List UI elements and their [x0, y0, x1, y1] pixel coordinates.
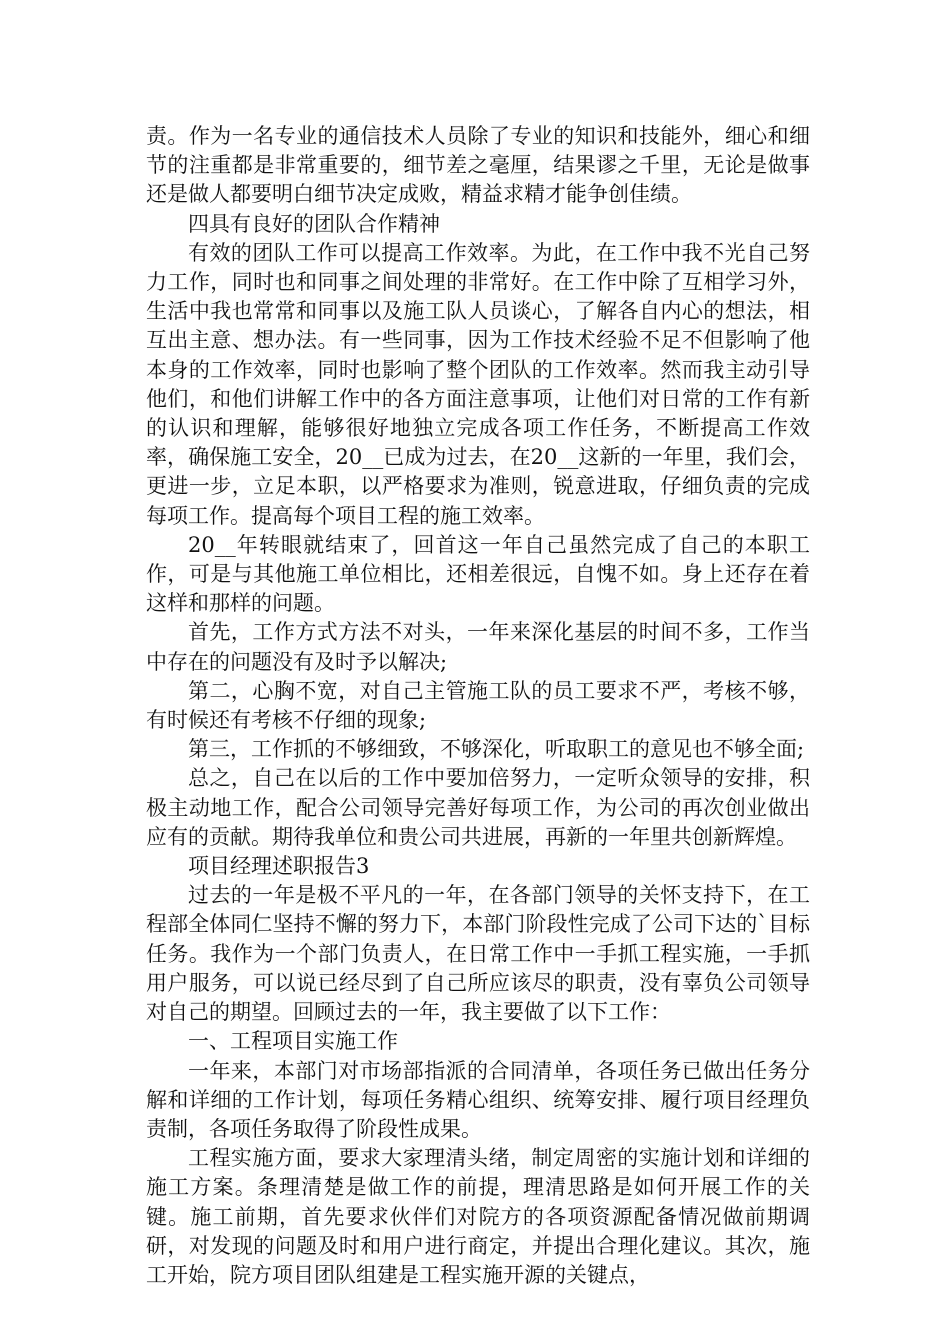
paragraph: 一年来，本部门对市场部指派的合同清单，各项任务已做出任务分解和详细的工作计划，每项任务精心组织、统筹安排、履行项目经理负责制，各项任务取得了阶段性成果。 — [146, 1058, 810, 1141]
paragraph: 首先，工作方式方法不对头，一年来深化基层的时间不多，工作当中存在的问题没有及时予以解决; — [146, 620, 810, 674]
document-page — [146, 122, 810, 1290]
section-heading-teamwork: 四具有良好的团队合作精神 — [188, 211, 440, 236]
paragraph: 总之，自己在以后的工作中要加倍努力，一定听众领导的安排，积极主动地工作，配合公司领导完善好每项工作，为公司的再次创业做出应有的贡献。期待我单位和贵公司共进展，再新的一年里共创新辉煌。 — [146, 766, 810, 849]
paragraph: 第二，心胸不宽，对自己主管施工队的员工要求不严，考核不够，有时候还有考核不仔细的现象; — [146, 678, 810, 733]
paragraph: 20__年转眼就结束了，回首这一年自己虽然完成了自己的本职工作，可是与其他施工单位相比，还相差很远，自愧不如。身上还存在着这样和那样的问题。 — [146, 532, 810, 616]
paragraph: 工程实施方面，要求大家理清头绪，制定周密的实施计划和详细的施工方案。条理清楚是做工作的前提，理清思路是如何开展工作的关键。施工前期，首先要求伙伴们对院方的各项资源配备情况做前期调研，对发现的问题及时和用户进行商定，并提出合理化建议。其次，施工开始，院方项目团队组建是工程实施开源的关键点， — [146, 1146, 810, 1287]
paragraph: 有效的团队工作可以提高工作效率。为此，在工作中我不光自己努力工作，同时也和同事之间处理的非常好。在工作中除了互相学习外，生活中我也常常和同事以及施工队人员谈心，了解各自内心的想法，相互出主意、想办法。有一些同事，因为工作技术经验不足不但影响了他本身的工作效率，同时也影响了整个团队的工作效率。然而我主动引导他们，和他们讲解工作中的各方面注意事项，让他们对日常的工作有新的认识和理解，能够很好地独立完成各项工作任务，不断提高工作效率，确保施工安全，20__已成为过去，在20__这新的一年里，我们会，更进一步，立足本职，以严格要求为准则，锐意进取，仔细负责的完成每项工作。提高每个项目工程的施工效率。 — [146, 240, 810, 528]
paragraph-continuation: 责。作为一名专业的通信技术人员除了专业的知识和技能外，细心和细节的注重都是非常重要的，细节差之毫厘，结果谬之千里，无论是做事还是做人都要明白细节决定成败，精益求精才能争创佳绩。 — [146, 124, 810, 207]
paragraph: 第三，工作抓的不够细致，不够深化，听取职工的意见也不够全面; — [188, 737, 805, 762]
section-heading-project-implementation: 一、工程项目实施工作 — [188, 1029, 398, 1054]
paragraph: 过去的一年是极不平凡的一年，在各部门领导的关怀支持下，在工程部全体同仁坚持不懈的努力下，本部门阶段性完成了公司下达的`目标任务。我作为一个部门负责人，在日常工作中一手抓工程实施，一手抓用户服务，可以说已经尽到了自己所应该尽的职责，没有辜负公司领导对自己的期望。回顾过去的一年，我主要做了以下工作： — [146, 883, 810, 1025]
report-title: 项目经理述职报告3 — [188, 854, 370, 879]
